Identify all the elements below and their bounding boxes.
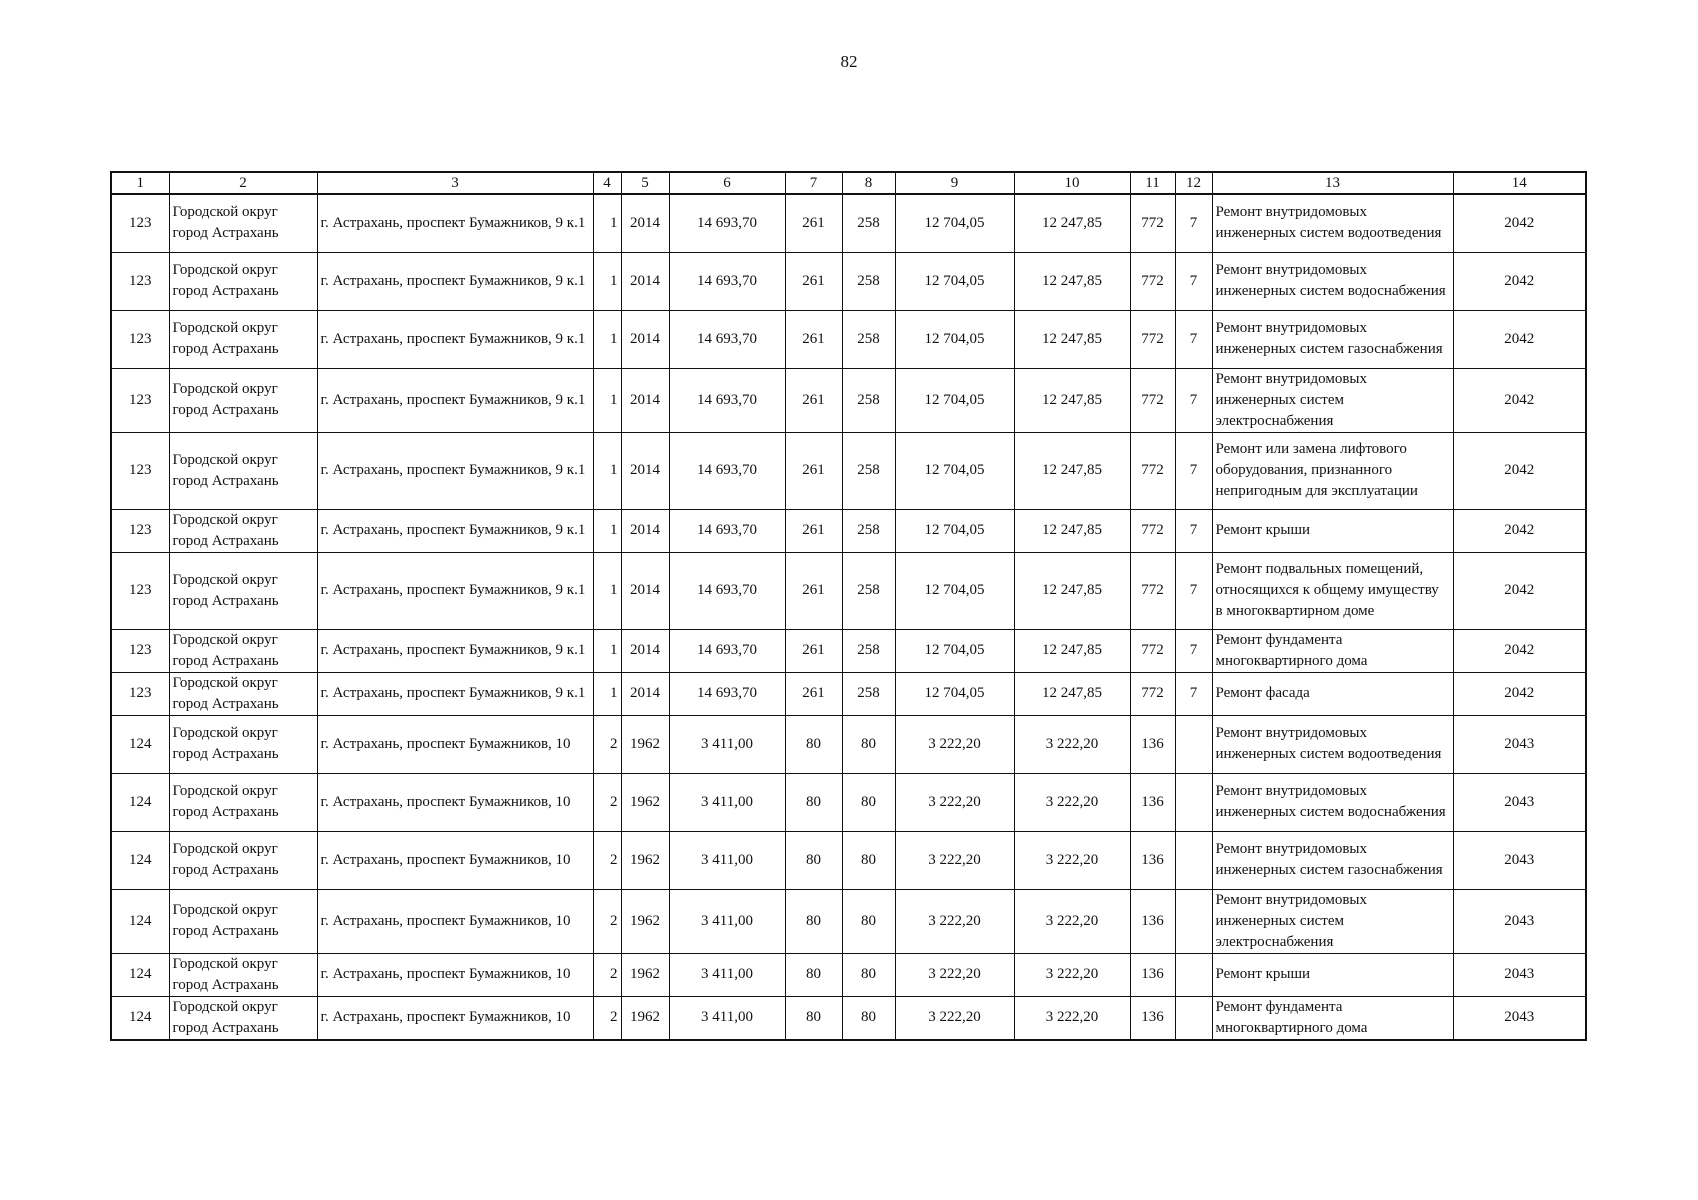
cell-living-area: 12 704,05 [895,368,1014,432]
column-header-7: 7 [785,172,842,194]
table-row [111,889,1586,953]
cell-residents: 136 [1130,996,1175,1040]
table-row [111,432,1586,509]
column-header-5: 5 [621,172,669,194]
cell-total-area: 14 693,70 [669,368,785,432]
cell-apartment-count: 80 [842,715,895,773]
cell-residential-count: 261 [785,629,842,672]
cell-plan-year: 2043 [1453,715,1586,773]
cell-apartment-count: 80 [842,773,895,831]
cell-private-area: 12 247,85 [1014,310,1130,368]
cell-work-type: Ремонт внутридомовых инженерных систем водоотведения [1212,194,1453,252]
cell-living-area: 12 704,05 [895,629,1014,672]
cell-living-area: 3 222,20 [895,996,1014,1040]
cell-residential-count: 261 [785,368,842,432]
cell-row-number: 123 [111,432,169,509]
cell-residential-count: 80 [785,715,842,773]
cell-municipality: Городской округ город Астрахань [169,252,317,310]
cell-residents: 772 [1130,194,1175,252]
cell-private-area: 3 222,20 [1014,889,1130,953]
cell-apartment-count: 80 [842,831,895,889]
column-header-8: 8 [842,172,895,194]
cell-build-year: 2014 [621,552,669,629]
cell-floors: 7 [1175,552,1212,629]
cell-municipality: Городской округ город Астрахань [169,310,317,368]
cell-address: г. Астрахань, проспект Бумажников, 10 [317,953,593,996]
cell-private-area: 12 247,85 [1014,194,1130,252]
cell-build-year: 1962 [621,889,669,953]
table-row [111,252,1586,310]
cell-category: 2 [593,953,621,996]
cell-private-area: 12 247,85 [1014,672,1130,715]
cell-category: 2 [593,773,621,831]
cell-residents: 772 [1130,368,1175,432]
cell-municipality: Городской округ город Астрахань [169,831,317,889]
cell-work-type: Ремонт внутридомовых инженерных систем газоснабжения [1212,310,1453,368]
cell-plan-year: 2042 [1453,432,1586,509]
cell-municipality: Городской округ город Астрахань [169,509,317,552]
table-row [111,368,1586,432]
cell-private-area: 12 247,85 [1014,629,1130,672]
cell-residential-count: 261 [785,509,842,552]
cell-plan-year: 2042 [1453,509,1586,552]
cell-category: 1 [593,552,621,629]
cell-apartment-count: 258 [842,194,895,252]
cell-floors [1175,831,1212,889]
cell-total-area: 14 693,70 [669,194,785,252]
cell-private-area: 12 247,85 [1014,432,1130,509]
cell-total-area: 3 411,00 [669,953,785,996]
cell-work-type: Ремонт внутридомовых инженерных систем газоснабжения [1212,831,1453,889]
cell-living-area: 3 222,20 [895,715,1014,773]
column-header-12: 12 [1175,172,1212,194]
cell-build-year: 2014 [621,629,669,672]
cell-floors: 7 [1175,194,1212,252]
cell-total-area: 14 693,70 [669,552,785,629]
cell-floors [1175,889,1212,953]
cell-row-number: 123 [111,672,169,715]
cell-category: 1 [593,672,621,715]
cell-total-area: 14 693,70 [669,629,785,672]
cell-build-year: 2014 [621,194,669,252]
cell-residential-count: 261 [785,552,842,629]
cell-residential-count: 261 [785,194,842,252]
cell-plan-year: 2043 [1453,773,1586,831]
cell-total-area: 14 693,70 [669,672,785,715]
cell-build-year: 2014 [621,310,669,368]
cell-municipality: Городской округ город Астрахань [169,996,317,1040]
cell-living-area: 3 222,20 [895,889,1014,953]
cell-work-type: Ремонт внутридомовых инженерных систем водоснабжения [1212,252,1453,310]
cell-row-number: 124 [111,831,169,889]
cell-total-area: 14 693,70 [669,310,785,368]
cell-category: 1 [593,432,621,509]
cell-work-type: Ремонт подвальных помещений, относящихся к общему имуществу в многоквартирном доме [1212,552,1453,629]
cell-work-type: Ремонт фундамента многоквартирного дома [1212,996,1453,1040]
cell-work-type: Ремонт внутридомовых инженерных систем водоотведения [1212,715,1453,773]
cell-address: г. Астрахань, проспект Бумажников, 10 [317,773,593,831]
cell-living-area: 12 704,05 [895,552,1014,629]
cell-residents: 772 [1130,509,1175,552]
cell-category: 1 [593,509,621,552]
cell-plan-year: 2042 [1453,252,1586,310]
cell-private-area: 3 222,20 [1014,715,1130,773]
cell-residents: 772 [1130,252,1175,310]
page-number: 82 [840,52,858,71]
cell-private-area: 12 247,85 [1014,252,1130,310]
cell-address: г. Астрахань, проспект Бумажников, 9 к.1 [317,252,593,310]
cell-municipality: Городской округ город Астрахань [169,773,317,831]
cell-private-area: 3 222,20 [1014,831,1130,889]
cell-residents: 772 [1130,672,1175,715]
cell-residential-count: 261 [785,672,842,715]
cell-row-number: 124 [111,715,169,773]
table-row [111,552,1586,629]
cell-build-year: 1962 [621,953,669,996]
cell-plan-year: 2043 [1453,953,1586,996]
cell-plan-year: 2042 [1453,552,1586,629]
cell-total-area: 3 411,00 [669,889,785,953]
cell-living-area: 12 704,05 [895,252,1014,310]
table-row [111,509,1586,552]
cell-total-area: 3 411,00 [669,773,785,831]
cell-plan-year: 2042 [1453,629,1586,672]
cell-category: 1 [593,310,621,368]
cell-residents: 136 [1130,889,1175,953]
cell-residential-count: 80 [785,889,842,953]
cell-apartment-count: 258 [842,552,895,629]
cell-living-area: 12 704,05 [895,432,1014,509]
cell-residential-count: 261 [785,310,842,368]
cell-address: г. Астрахань, проспект Бумажников, 9 к.1 [317,509,593,552]
cell-total-area: 14 693,70 [669,432,785,509]
cell-floors: 7 [1175,368,1212,432]
cell-apartment-count: 80 [842,996,895,1040]
cell-address: г. Астрахань, проспект Бумажников, 9 к.1 [317,552,593,629]
cell-address: г. Астрахань, проспект Бумажников, 9 к.1 [317,194,593,252]
cell-apartment-count: 258 [842,368,895,432]
cell-row-number: 123 [111,509,169,552]
cell-residential-count: 261 [785,432,842,509]
cell-apartment-count: 258 [842,432,895,509]
cell-plan-year: 2043 [1453,831,1586,889]
cell-living-area: 12 704,05 [895,509,1014,552]
cell-build-year: 1962 [621,773,669,831]
cell-floors [1175,953,1212,996]
cell-residents: 772 [1130,629,1175,672]
cell-work-type: Ремонт крыши [1212,509,1453,552]
cell-plan-year: 2042 [1453,310,1586,368]
cell-living-area: 3 222,20 [895,831,1014,889]
cell-apartment-count: 258 [842,310,895,368]
cell-row-number: 124 [111,953,169,996]
cell-total-area: 3 411,00 [669,715,785,773]
column-header-13: 13 [1212,172,1453,194]
cell-floors [1175,773,1212,831]
cell-municipality: Городской округ город Астрахань [169,432,317,509]
cell-private-area: 3 222,20 [1014,996,1130,1040]
cell-row-number: 124 [111,996,169,1040]
cell-build-year: 1962 [621,831,669,889]
cell-build-year: 2014 [621,509,669,552]
cell-address: г. Астрахань, проспект Бумажников, 9 к.1 [317,310,593,368]
cell-total-area: 3 411,00 [669,996,785,1040]
cell-address: г. Астрахань, проспект Бумажников, 9 к.1 [317,368,593,432]
cell-work-type: Ремонт внутридомовых инженерных систем водоснабжения [1212,773,1453,831]
cell-address: г. Астрахань, проспект Бумажников, 10 [317,715,593,773]
cell-residential-count: 80 [785,953,842,996]
cell-municipality: Городской округ город Астрахань [169,953,317,996]
cell-work-type: Ремонт фасада [1212,672,1453,715]
cell-apartment-count: 80 [842,953,895,996]
cell-private-area: 12 247,85 [1014,368,1130,432]
cell-apartment-count: 80 [842,889,895,953]
cell-category: 1 [593,194,621,252]
cell-address: г. Астрахань, проспект Бумажников, 9 к.1 [317,432,593,509]
cell-build-year: 1962 [621,996,669,1040]
table-body [111,194,1586,1040]
cell-private-area: 3 222,20 [1014,953,1130,996]
column-header-10: 10 [1014,172,1130,194]
cell-municipality: Городской округ город Астрахань [169,368,317,432]
capital-repair-table [110,171,1587,1041]
cell-floors: 7 [1175,310,1212,368]
cell-floors: 7 [1175,629,1212,672]
cell-work-type: Ремонт внутридомовых инженерных систем электроснабжения [1212,368,1453,432]
cell-total-area: 14 693,70 [669,509,785,552]
cell-private-area: 12 247,85 [1014,509,1130,552]
cell-category: 1 [593,629,621,672]
cell-plan-year: 2042 [1453,194,1586,252]
cell-residential-count: 80 [785,831,842,889]
table-row [111,194,1586,252]
cell-row-number: 123 [111,252,169,310]
cell-floors: 7 [1175,252,1212,310]
cell-living-area: 12 704,05 [895,672,1014,715]
cell-row-number: 124 [111,773,169,831]
cell-address: г. Астрахань, проспект Бумажников, 9 к.1 [317,672,593,715]
cell-category: 2 [593,715,621,773]
cell-apartment-count: 258 [842,509,895,552]
table-row [111,672,1586,715]
cell-floors [1175,996,1212,1040]
table-row [111,996,1586,1040]
cell-municipality: Городской округ город Астрахань [169,715,317,773]
column-header-9: 9 [895,172,1014,194]
cell-row-number: 123 [111,194,169,252]
cell-residential-count: 80 [785,996,842,1040]
cell-apartment-count: 258 [842,629,895,672]
cell-row-number: 123 [111,552,169,629]
cell-residents: 136 [1130,773,1175,831]
cell-work-type: Ремонт внутридомовых инженерных систем электроснабжения [1212,889,1453,953]
cell-residents: 136 [1130,953,1175,996]
cell-total-area: 14 693,70 [669,252,785,310]
cell-private-area: 12 247,85 [1014,552,1130,629]
cell-row-number: 123 [111,368,169,432]
cell-plan-year: 2043 [1453,996,1586,1040]
cell-living-area: 3 222,20 [895,773,1014,831]
cell-residents: 772 [1130,432,1175,509]
cell-category: 2 [593,831,621,889]
cell-address: г. Астрахань, проспект Бумажников, 10 [317,889,593,953]
table-row [111,953,1586,996]
cell-plan-year: 2042 [1453,672,1586,715]
cell-category: 2 [593,889,621,953]
cell-residents: 136 [1130,831,1175,889]
cell-row-number: 124 [111,889,169,953]
cell-address: г. Астрахань, проспект Бумажников, 10 [317,831,593,889]
cell-residents: 772 [1130,310,1175,368]
cell-residents: 772 [1130,552,1175,629]
cell-living-area: 3 222,20 [895,953,1014,996]
cell-residential-count: 80 [785,773,842,831]
cell-apartment-count: 258 [842,672,895,715]
cell-total-area: 3 411,00 [669,831,785,889]
cell-row-number: 123 [111,629,169,672]
cell-floors [1175,715,1212,773]
cell-floors: 7 [1175,672,1212,715]
cell-build-year: 2014 [621,252,669,310]
column-header-1: 1 [111,172,169,194]
column-header-3: 3 [317,172,593,194]
column-header-11: 11 [1130,172,1175,194]
cell-living-area: 12 704,05 [895,310,1014,368]
cell-plan-year: 2042 [1453,368,1586,432]
cell-municipality: Городской округ город Астрахань [169,552,317,629]
cell-build-year: 2014 [621,368,669,432]
cell-municipality: Городской округ город Астрахань [169,889,317,953]
column-header-4: 4 [593,172,621,194]
cell-work-type: Ремонт фундамента многоквартирного дома [1212,629,1453,672]
cell-municipality: Городской округ город Астрахань [169,629,317,672]
cell-build-year: 1962 [621,715,669,773]
cell-plan-year: 2043 [1453,889,1586,953]
cell-floors: 7 [1175,432,1212,509]
table-row [111,310,1586,368]
cell-municipality: Городской округ город Астрахань [169,672,317,715]
table-row [111,715,1586,773]
header-row [111,172,1586,194]
cell-floors: 7 [1175,509,1212,552]
cell-apartment-count: 258 [842,252,895,310]
table-row [111,629,1586,672]
cell-build-year: 2014 [621,672,669,715]
cell-private-area: 3 222,20 [1014,773,1130,831]
cell-living-area: 12 704,05 [895,194,1014,252]
cell-build-year: 2014 [621,432,669,509]
cell-row-number: 123 [111,310,169,368]
cell-municipality: Городской округ город Астрахань [169,194,317,252]
cell-category: 2 [593,996,621,1040]
column-header-14: 14 [1453,172,1586,194]
cell-work-type: Ремонт или замена лифтового оборудования, признанного непригодным для эксплуатации [1212,432,1453,509]
cell-category: 1 [593,368,621,432]
table-row [111,773,1586,831]
table-row [111,831,1586,889]
cell-work-type: Ремонт крыши [1212,953,1453,996]
column-header-2: 2 [169,172,317,194]
cell-address: г. Астрахань, проспект Бумажников, 10 [317,996,593,1040]
cell-residents: 136 [1130,715,1175,773]
cell-category: 1 [593,252,621,310]
cell-address: г. Астрахань, проспект Бумажников, 9 к.1 [317,629,593,672]
column-header-6: 6 [669,172,785,194]
cell-residential-count: 261 [785,252,842,310]
